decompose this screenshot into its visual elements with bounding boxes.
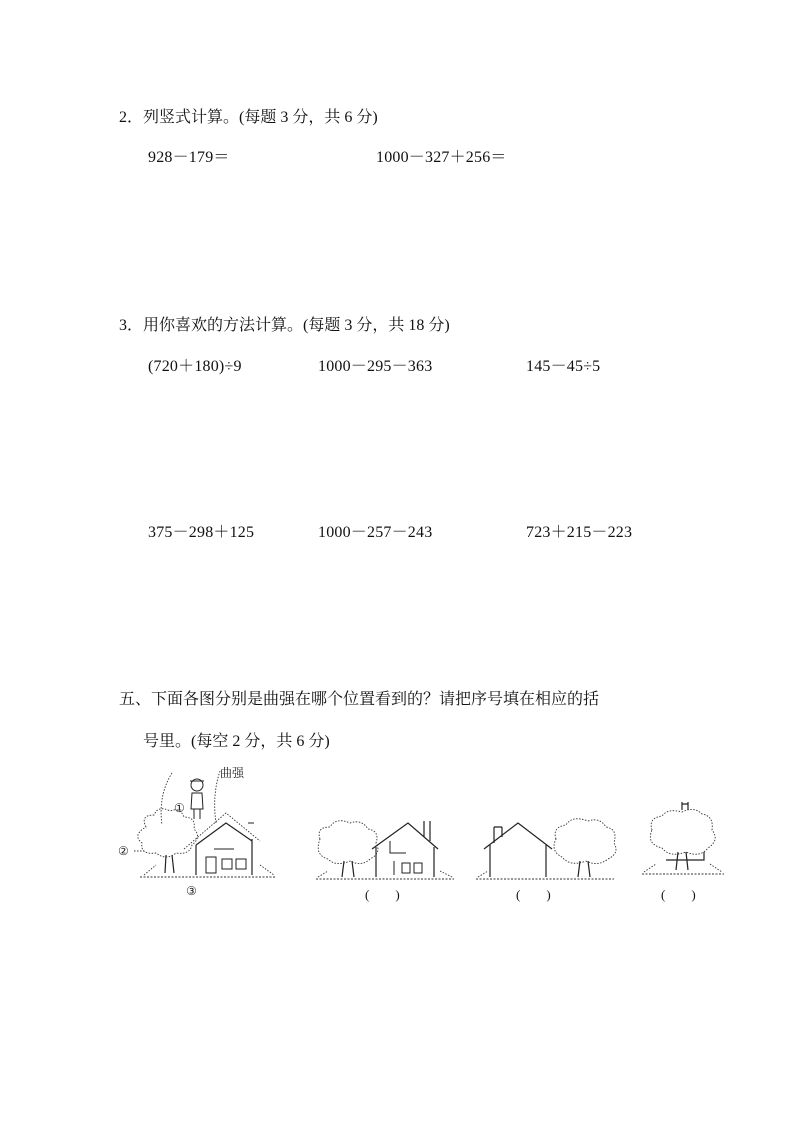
problem-3-1: (720＋180)÷9 [148,358,242,375]
answer-blank-a[interactable]: ( ) [365,887,400,902]
section-5-title-line1: 五、下面各图分别是曲强在哪个位置看到的？请把序号填在相应的括 [119,691,600,708]
section-5-title-line2: 号里。(每空 2 分，共 6 分) [143,733,330,750]
view-a-figure [310,815,460,885]
svg-text:②: ② [118,844,129,858]
reference-figure [110,765,290,900]
view-b-figure [470,815,620,885]
view-c-illustration [638,800,728,885]
view-a-illustration [310,815,460,885]
reference-scene-illustration [110,765,290,900]
section-2-title: 2．列竖式计算。(每题 3 分，共 6 分) [119,109,378,126]
section-3-title: 3．用你喜欢的方法计算。(每题 3 分，共 18 分) [119,317,450,334]
answer-blank-c[interactable]: ( ) [661,887,696,902]
answer-blank-b[interactable]: ( ) [516,887,551,902]
svg-text:①: ① [174,801,185,815]
svg-text:③: ③ [186,884,197,898]
view-b-illustration [470,815,620,885]
problem-2-2: 1000－327＋256＝ [376,149,507,166]
problem-3-2: 1000－295－363 [318,358,433,375]
problem-3-5: 1000－257－243 [318,524,433,541]
view-c-figure [638,800,728,885]
problem-3-4: 375－298＋125 [148,524,255,541]
problem-2-1: 928－179＝ [148,149,230,166]
problem-3-3: 145－45÷5 [526,358,601,375]
person-label: 曲强 [220,766,245,780]
problem-3-6: 723＋215－223 [526,524,633,541]
